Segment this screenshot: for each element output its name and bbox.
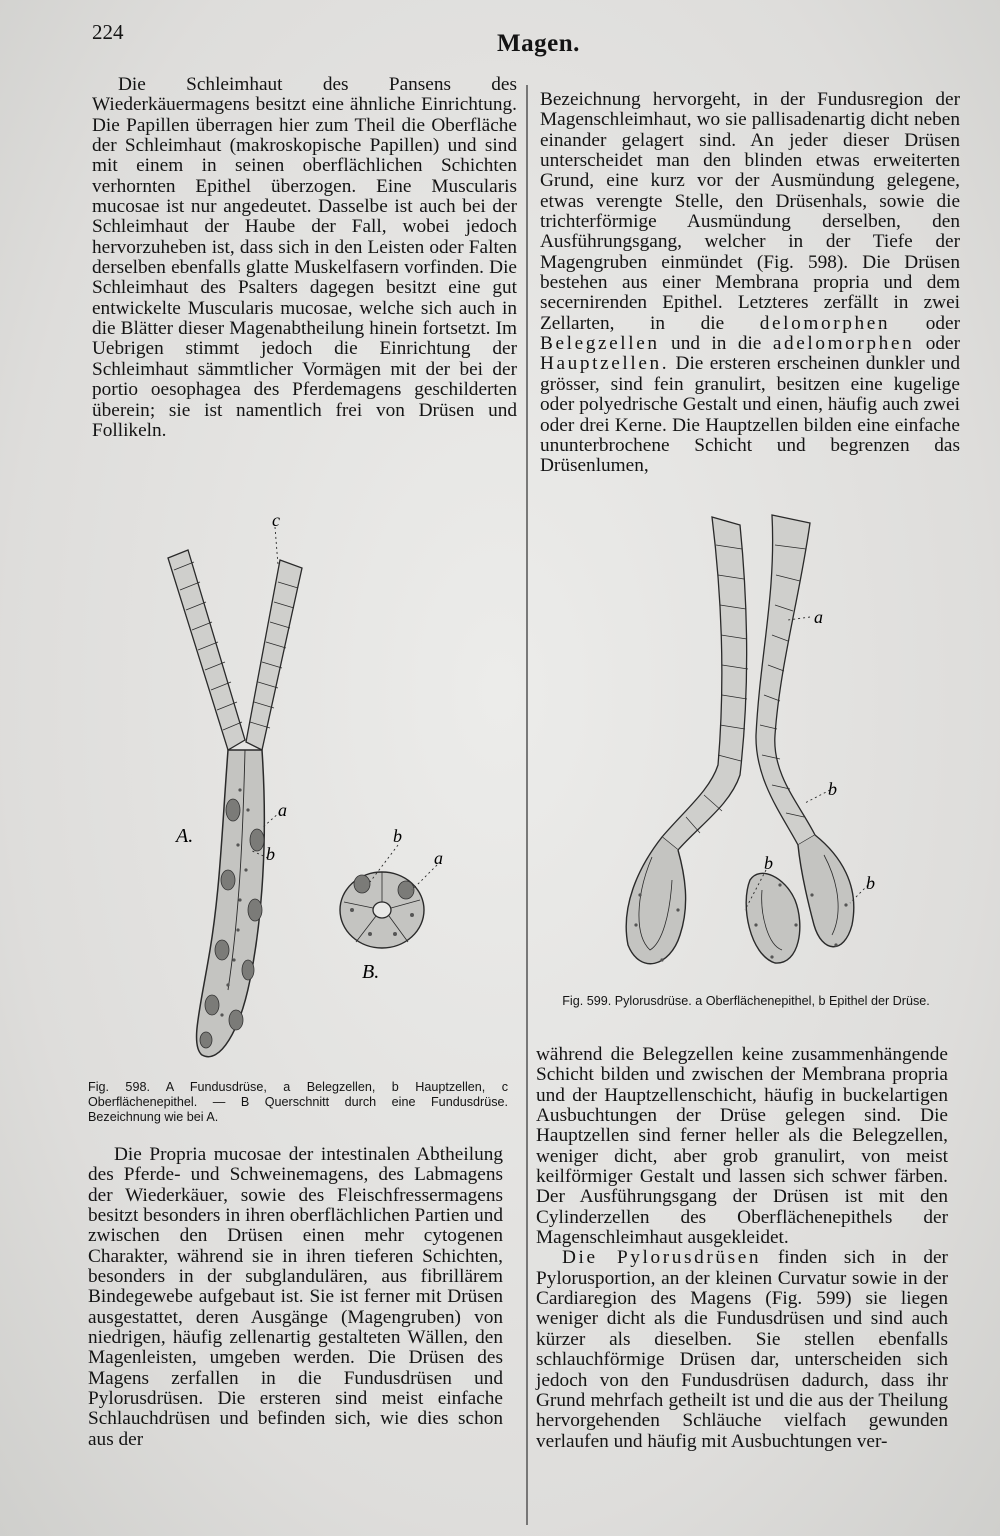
page-number: 224 <box>92 20 124 44</box>
term-belegzellen: Belegzellen <box>540 333 660 355</box>
label-b-cross: b <box>393 826 402 846</box>
label-b: b <box>266 844 275 864</box>
term-delomorphen: delomorphen <box>759 312 891 334</box>
figure-599-pyloric-gland <box>600 505 900 995</box>
text-run: oder <box>925 333 961 355</box>
figure-598-fundus-gland <box>150 510 480 1075</box>
left-column-bottom <box>88 1145 503 1450</box>
text-run: finden sich in der Pylorusportion, an der kleinen Curvatur sowie in der Cardiaregion des Magens (Fig. 599) sie liegen weniger dicht als die Fundusdrüsen und sind auch kürzer als dieselben. Sie stellen ebenfalls schlauchförmige Drüsen dar, unterscheiden sich jedoch von den Fundusdrüsen dadurch, dass ihr Grund mehrfach getheilt ist und die aus der Theilung hervorgehenden Schläuche vielfach gewunden verlaufen und häufig mit Ausbuchtungen ver- <box>536 1247 948 1452</box>
label-a-cross: a <box>434 848 443 868</box>
term-hauptzellen: Hauptzellen. <box>540 353 670 375</box>
right-column-top <box>540 90 960 477</box>
paragraph: Die Propria mucosae der intestinalen Abtheilung des Pferde- und Schweinemagens, des Labmagens der Wiederkäuer, sowie des Fleischfressermagens besitzt besonders in ihren oberflächlichen Partien und zwischen den Drüsen einen mehr cytogenen Charakter, während sie in ihren tieferen Schichten, besonders in der subglandulären, aus fibrillärem Bindegewebe aufgebaut ist. Sie ist ferner mit Drüsen ausgestattet, deren Ausgänge (Magengruben) von niedrigen, häufig zellenartig gestalteten Wällen, den Magenleisten, umgeben werden. Die Drüsen des Magens zerfallen in die Fundusdrüsen und Pylorusdrüsen. Die ersteren sind meist einfache Schlauchdrüsen und befinden sich, wie dies schon aus der <box>88 1144 503 1450</box>
label-c: c <box>272 510 280 530</box>
text-run: oder <box>925 312 960 334</box>
left-column-top <box>92 75 517 441</box>
label-A: A. <box>176 825 194 847</box>
paragraph: während die Belegzellen keine zusammenhängende Schicht bilden und zwischen der Membrana propria und der Hauptzellenschicht, häufig in buckelartigen Ausbuchtungen der Drüse gelegen sind. Die Hauptzellen sind ferner heller als die Belegzellen, weniger dicht, aber grob granulirt, von meist keilförmiger Gestalt und lassen sich schwer färben. Der Ausführungsgang der Drüsen ist mit den Cylinderzellen des Oberflächenepithels der Magenschleimhaut ausgekleidet. <box>536 1044 948 1249</box>
column-divider <box>526 85 528 1525</box>
label-b: b <box>866 873 875 893</box>
paragraph <box>536 1248 948 1451</box>
paragraph <box>540 90 960 477</box>
label-a: a <box>278 800 287 820</box>
figure-598-caption: Fig. 598. A Fundusdrüse, a Belegzellen, b Hauptzellen, c Oberflächenepithel. — B Querschnitt durch eine Fundusdrüse. Bezeichnung wie bei A. <box>88 1080 508 1124</box>
label-b: b <box>828 779 837 799</box>
label-B: B. <box>362 961 380 983</box>
text-run: Bezeichnung hervorgeht, in der Fundusregion der Magenschleimhaut, wo sie pallisadenartig dicht neben einander gelagert sind. An jeder dieser Drüsen unterscheidet man den blinden etwas erweiterten Grund, eine kurz vor der Ausmündung gelegene, etwas verengte Stelle, den Drüsenhals, sowie die trichterförmige Ausmündung derselben, den Ausführungsgang, welcher in der Tiefe der Magengruben einmündet (Fig. 598). Die Drüsen bestehen aus einer Membrana propria und dem secernirenden Epithel. Letzteres zerfällt in zwei Zellarten, in die <box>540 89 960 334</box>
text-run: und in die <box>671 333 762 355</box>
figure-599-caption: Fig. 599. Pylorusdrüse. a Oberflächenepithel, b Epithel der Drüse. <box>562 994 930 1008</box>
paragraph: Die Schleimhaut des Pansens des Wiederkäuermagens besitzt eine ähnliche Einrichtung. Die Papillen überragen hier zum Theil die Oberfläche der Schleimhaut (makroskopische Papillen) und sind mit einem in seinen oberflächlichen Schichten verhornten Epithel überzogen. Eine Muscularis mucosae ist nur angedeutet. Dasselbe ist auch bei der Schleimhaut der Haube der Fall, wobei jedoch hervorzuheben ist, dass sich in den Leisten oder Falten derselben ebenfalls glatte Muskelfasern vorfinden. Die Schleimhaut des Psalters dagegen besitzt eine gut entwickelte Muscularis mucosae, welche sich auch in die Blätter dieser Magenabtheilung hinein fortsetzt. Im Uebrigen stimmt jedoch die Einrichtung der Schleimhaut sämmtlicher Vormägen mit der bei der portio oesophagea des Pferdemagens geschilderten überein; sie ist namentlich frei von Drüsen und Follikeln. <box>92 74 517 441</box>
running-head: Magen. <box>497 30 580 57</box>
right-column-bottom <box>536 1045 948 1452</box>
term-pylorusdruesen: Die Pylorusdrüsen <box>562 1247 762 1269</box>
label-a: a <box>814 607 823 627</box>
label-b: b <box>764 853 773 873</box>
term-adelomorphen: adelomorphen <box>772 333 915 355</box>
text-run: Die ersteren erscheinen dunkler und grösser, sind fein granulirt, besitzen eine kugelige oder polyedrische Gestalt und einen, häufig auch zwei oder drei Kerne. Die Hauptzellen bilden eine einfache ununterbrochene Schicht und begrenzen das Drüsenlumen, <box>540 353 960 477</box>
